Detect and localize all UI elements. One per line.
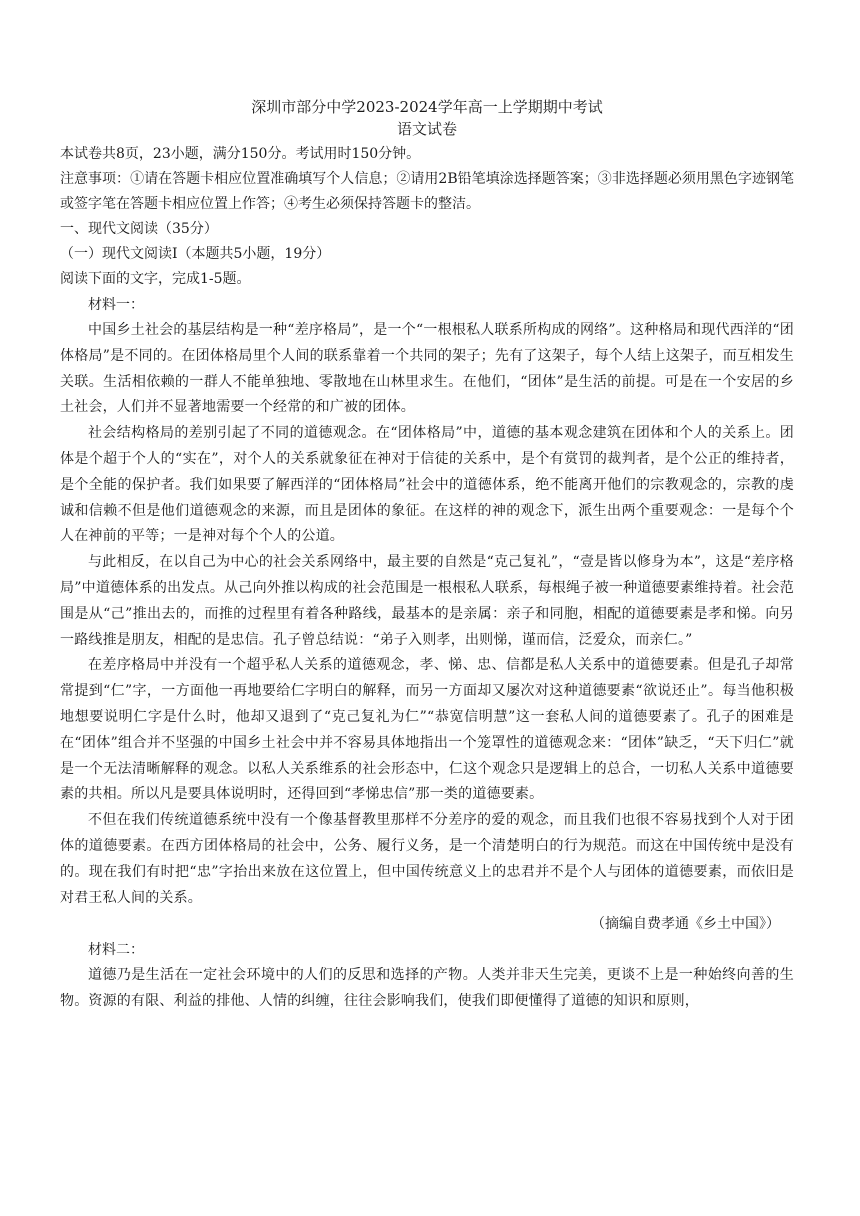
exam-summary: 本试卷共8页，23小题，满分150分。考试用时150分钟。	[60, 146, 421, 162]
material-one-label: 材料一：	[88, 297, 144, 313]
material-one-paragraph: 与此相反，在以自己为中心的社会关系网络中，最主要的自然是“克己复礼”，“壹是皆以修身为本”，这是“差序格局”中道德体系的出发点。从己向外推以构成的社会范围是一根根私人联系，每根绳子被一种道德要素维持着。社会范围是从“己”推出去的，而推的过程里有着各种路线，最基本的是亲属：亲子和同胞，相配的道德要素是孝和悌。向另一路线推是朋友，相配的是忠信。孔子曾总结说：“弟子入则孝，出则悌，谨而信，泛爱众，而亲仁。”	[60, 554, 794, 648]
material-one-paragraph: 不但在我们传统道德系统中没有一个像基督教里那样不分差序的爱的观念，而且我们也很不容易找到个人对于团体的道德要素。在西方团体格局的社会中，公务、履行义务，是一个清楚明白的行为规范。而这在中国传统中是没有的。现在我们有时把“忠”字抬出来放在这位置上，但中国传统意义上的忠君并不是个人与团体的道德要素，而依旧是对君王私人间的关系。	[60, 812, 794, 906]
section-heading: 一、现代文阅读（35分）	[60, 221, 218, 237]
material-two-paragraph: 道德乃是生活在一定社会环境中的人们的反思和选择的产物。人类并非天生完美，更谈不上是一种始终向善的生物。资源的有限、利益的排他、人情的纠缠，往往会影响我们，使我们即便懂得了道德的知识和原则，	[60, 967, 794, 1010]
material-one-source: （摘编自费孝通《乡土中国》）	[591, 916, 780, 933]
exam-title: 深圳市部分中学2023-2024学年高一上学期期中考试	[251, 98, 603, 116]
section-instruction: 阅读下面的文字，完成1-5题。	[60, 271, 251, 287]
material-one-paragraph: 社会结构格局的差别引起了不同的道德观念。在“团体格局”中，道德的基本观念建筑在团体和个人的关系上。团体是个超于个人的“实在”，对个人的关系就象征在神对于信徒的关系中，是个有赏罚的裁判者，是个公正的维持者，是个全能的保护者。我们如果要了解西洋的“团体格局”社会中的道德体系，绝不能离开他们的宗教观念的，宗教的虔诚和信赖不但是他们道德观念的来源，而且是团体的象征。在这样的神的观念下，派生出两个重要观念：一是每个个人在神前的平等；一是神对每个个人的公道。	[60, 425, 794, 545]
section-sub-heading: （一）现代文阅读Ⅰ（本题共5小题，19分）	[60, 246, 331, 262]
exam-content	[60, 96, 794, 1015]
exam-notice: 注意事项：①请在答题卡相应位置准确填写个人信息；②请用2B铅笔填涂选择题答案；③非选择题必须用黑色字迹钢笔或签字笔在答题卡相应位置上作答；④考生必须保持答题卡的整洁。	[60, 171, 794, 212]
material-one-paragraph: 中国乡土社会的基层结构是一种“差序格局”，是一个“一根根私人联系所构成的网络”。这种格局和现代西洋的“团体格局”是不同的。在团体格局里个人间的联系靠着一个共同的架子；先有了这架子，每个人结上这架子，而互相发生关联。生活相依赖的一群人不能单独地、零散地在山林里求生。在他们，“团体”是生活的前提。可是在一个安居的乡土社会，人们并不显著地需要一个经常的和广被的团体。	[60, 322, 794, 416]
exam-subtitle: 语文试卷	[396, 120, 457, 138]
material-two-label: 材料二：	[88, 942, 144, 959]
material-one-paragraph: 在差序格局中并没有一个超乎私人关系的道德观念，孝、悌、忠、信都是私人关系中的道德要素。但是孔子却常常提到“仁”字，一方面他一再地要给仁字明白的解释，而另一方面却又屡次对这种道德要素“欲说还止”。每当他积极地想要说明仁字是什么时，他却又退到了“克己复礼为仁”“恭宽信明慧”这一套私人间的道德要素了。孔子的困难是在“团体”组合并不坚强的中国乡土社会中并不容易具体地指出一个笼罩性的道德观念来：“团体”缺乏，“天下归仁”就是一个无法清晰解释的观念。以私人关系维系的社会形态中，仁这个观念只是逻辑上的总合，一切私人关系中道德要素的共相。所以凡是要具体说明时，还得回到“孝悌忠信”那一类的道德要素。	[60, 657, 794, 803]
